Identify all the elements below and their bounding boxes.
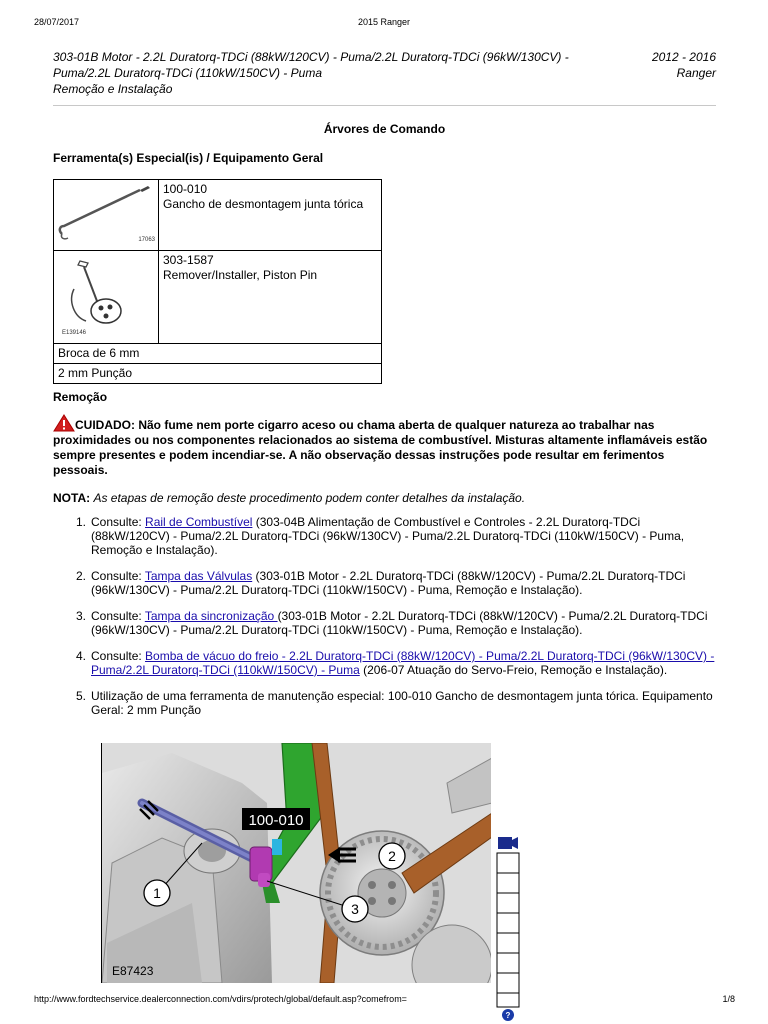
step-number: 4.	[76, 649, 87, 663]
toolbar-slot[interactable]	[497, 953, 519, 973]
figure-callout: 1	[153, 885, 161, 901]
step-text: (303-01B Motor - 2.2L Duratorq-TDCi (88kW/120CV) - Puma/2.2L Duratorq-TDCi (96kW/130CV) - Puma/2.2L Duratorq-TDCi (110kW/150CV) - Puma, Remoção e Instalação).	[91, 569, 686, 597]
toolbar-slot[interactable]	[497, 893, 519, 913]
figure-callout: 3	[351, 901, 359, 917]
caution-text: CUIDADO: Não fume nem porte cigarro aceso ou chama aberta de qualquer natureza ao trabalhar nas proximidades ou nos componentes relacionados ao sistema de combustível. Misturas altamente inflamáveis estão sempre presentes e podem incendiar-se. A não observação dessas instruções pode resultar em ferimentos pessoais.	[53, 418, 708, 477]
steps-list	[53, 515, 716, 729]
step-number: 1.	[76, 515, 87, 529]
doc-title-line2: Puma/2.2L Duratorq-TDCi (110kW/150CV) - Puma	[53, 66, 322, 80]
doc-title-line1: 303-01B Motor - 2.2L Duratorq-TDCi (88kW/120CV) - Puma/2.2L Duratorq-TDCi (96kW/130CV) -	[53, 50, 569, 64]
note-block	[53, 491, 716, 505]
equipment-cell: Broca de 6 mm	[54, 344, 382, 364]
tool-image-cell	[54, 251, 159, 344]
tool-desc-cell	[159, 251, 382, 344]
warning-icon	[53, 414, 75, 432]
page-number: 1/8	[722, 994, 735, 1004]
step-item	[76, 649, 716, 677]
equipment-row	[54, 364, 382, 384]
tools-table	[53, 179, 382, 384]
step-item	[76, 689, 716, 717]
doc-model: Ranger	[676, 66, 716, 80]
tool-code: 100-010	[163, 182, 208, 196]
doc-subtitle: Remoção e Instalação	[53, 82, 173, 96]
step-prefix: Consulte:	[91, 569, 145, 583]
tools-heading: Ferramenta(s) Especial(is) / Equipamento Geral	[53, 151, 324, 165]
equipment-row	[54, 344, 382, 364]
note-label: NOTA:	[53, 491, 91, 505]
print-url: http://www.fordtechservice.dealerconnection.com/vdirs/protech/global/default.asp?comefrom=	[34, 994, 407, 1004]
step-text: (206-07 Atuação do Servo-Freio, Remoção e Instalação).	[359, 663, 668, 677]
tool-row	[54, 251, 382, 344]
step-item	[76, 609, 716, 637]
engine-figure	[101, 743, 491, 983]
step-prefix: Consulte:	[91, 649, 146, 663]
tool-name: Remover/Installer, Piston Pin	[163, 268, 318, 282]
section-title: Árvores de Comando	[323, 122, 446, 136]
caution-block	[53, 414, 716, 478]
svg-text:?: ?	[505, 1011, 511, 1020]
step-number: 3.	[76, 609, 87, 623]
figure-toolbar	[496, 837, 520, 1024]
step-text: (303-04B Alimentação de Combustível e Controles - 2.2L Duratorq-TDCi (88kW/120CV) - Puma/2.2L Duratorq-TDCi (96kW/130CV) - Puma/2.2L Duratorq-TDCi (110kW/150CV) - Puma, Remoção e Instalação).	[91, 515, 685, 557]
figure-tool-label: 100-010	[248, 812, 304, 829]
step-text: Utilização de uma ferramenta de manutenção especial: 100-010 Gancho de desmontagem junta tórica. Equipamento Geral: 2 mm Punção	[91, 689, 713, 717]
tool-image-code: 17063	[138, 237, 155, 243]
toolbar-slot[interactable]	[497, 873, 519, 893]
toolbar-slot[interactable]	[497, 853, 519, 873]
toolbar-slot[interactable]	[497, 933, 519, 953]
video-camera-icon[interactable]	[498, 837, 518, 849]
step-number: 5.	[76, 689, 87, 703]
step-link[interactable]: Bomba de vácuo do freio - 2.2L Duratorq-TDCi (88kW/120CV) - Puma/2.2L Duratorq-TDCi (96kW/130CV) - Puma/2.2L Duratorq-TDCi (110kW/150CV) - Puma	[91, 649, 715, 677]
tool-desc-cell	[159, 180, 382, 251]
step-prefix: Consulte:	[91, 515, 146, 529]
tool-name: Gancho de desmontagem junta tórica	[163, 197, 364, 211]
step-text: (303-01B Motor - 2.2L Duratorq-TDCi (88kW/120CV) - Puma/2.2L Duratorq-TDCi (96kW/130CV) - Puma/2.2L Duratorq-TDCi (110kW/150CV) - Puma, Remoção e Instalação).	[91, 609, 708, 637]
print-title: 2015 Ranger	[357, 17, 411, 27]
help-icon[interactable]	[502, 1009, 514, 1021]
step-item	[76, 515, 716, 557]
step-prefix: Consulte:	[91, 609, 145, 623]
step-link[interactable]: Rail de Combustível	[145, 515, 253, 529]
equipment-cell: 2 mm Punção	[54, 364, 382, 384]
step-link[interactable]: Tampa das Válvulas	[144, 569, 253, 583]
tool-image-code: E139146	[62, 330, 87, 336]
toolbar-slot[interactable]	[497, 993, 519, 1007]
step-number: 2.	[76, 569, 87, 583]
toolbar-slot[interactable]	[497, 973, 519, 993]
removal-heading: Remoção	[53, 390, 108, 404]
step-item	[76, 569, 716, 597]
note-text: As etapas de remoção deste procedimento podem conter detalhes da instalação.	[93, 491, 526, 505]
document-header	[53, 49, 716, 100]
figure-callout: 2	[388, 848, 396, 864]
engine-diagram	[102, 743, 491, 983]
header-divider	[53, 105, 716, 106]
toolbar-slot[interactable]	[497, 913, 519, 933]
tool-code: 303-1587	[163, 253, 214, 267]
tool-row	[54, 180, 382, 251]
step-link[interactable]: Tampa da sincronização	[144, 609, 278, 623]
print-date: 28/07/2017	[34, 17, 80, 27]
doc-years: 2012 - 2016	[651, 50, 716, 64]
tool-image-cell	[54, 180, 159, 251]
figure-code: E87423	[112, 964, 154, 978]
